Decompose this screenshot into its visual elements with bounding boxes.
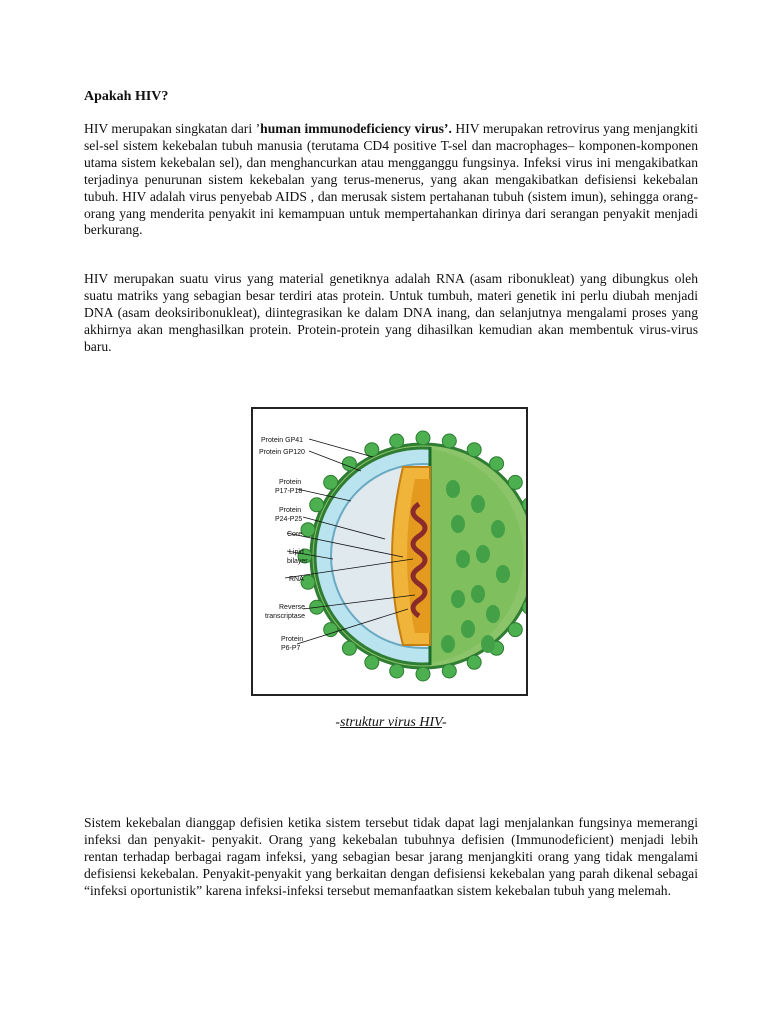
label-core: Core xyxy=(287,531,303,538)
paragraph-1 xyxy=(84,121,698,239)
spike-knob xyxy=(442,434,456,448)
spike-knob xyxy=(310,498,324,512)
label-p6-2: P6-P7 xyxy=(281,645,301,652)
heading: Apakah HIV? xyxy=(84,89,169,104)
spike-knob xyxy=(301,523,315,537)
spike-knob xyxy=(467,655,481,669)
label-p6-1: Protein xyxy=(281,636,304,643)
figure-caption xyxy=(84,715,698,731)
surface-knob xyxy=(476,545,490,563)
label-rt-1: Reverse xyxy=(279,604,306,611)
spike-knob xyxy=(467,443,481,457)
surface-knob xyxy=(491,520,505,538)
surface-knob xyxy=(441,635,455,653)
surface-knob xyxy=(456,550,470,568)
paragraph-2: HIV merupakan suatu virus yang material genetiknya adalah RNA (asam ribonukleat) yang dibungkus oleh suatu matriks yang sebagian besar terdiri atas protein. Untuk tumbuh, materi genetik ini perlu diubah menjadi DNA (asam deoksiribonukleat), diintegrasikan ke dalam DNA inang, dan selanjutnya mengalami proses yang akhirnya akan menghasilkan protein. Protein-protein yang dihasilkan kemudian akan membentuk virus-virus baru. xyxy=(84,271,698,354)
caption-pre: - xyxy=(335,715,341,730)
spike-knob xyxy=(416,431,430,445)
hiv-virus-diagram xyxy=(253,409,526,694)
spike-knob xyxy=(442,664,456,678)
p1-text-a: HIV merupakan singkatan dari ’ xyxy=(84,121,261,136)
surface-knob xyxy=(451,590,465,608)
spike-knob xyxy=(365,655,379,669)
surface-knob xyxy=(461,620,475,638)
spike-knob xyxy=(342,641,356,655)
surface-knob xyxy=(471,495,485,513)
p1-text-c: HIV merupakan retrovirus yang menjangkiti sel-sel sistem kekebalan tubuh manusia (terutama CD4 positive T-sel dan macrophages– komponen-komponen utama sistem kekebalan sel), dan menghancurkan atau mengganggu fungsinya. Infeksi virus ini mengakibatkan terjadinya penurunan sistem kekebalan yang terus-menerus, yang akan mengakibatkan defisiensi kekebalan tubuh. HIV adalah virus penyebab AIDS , dan merusak sistem pertahanan tubuh (sistem imun), sehingga orang-orang yang menderita penyakit ini kemampuan untuk mempertahankan dirinya dari serangan penyakit menjadi berkurang. xyxy=(84,121,698,238)
label-gp120: Protein GP120 xyxy=(259,449,305,456)
paragraph-3: Sistem kekebalan dianggap defisien ketika sistem tersebut tidak dapat lagi menjalankan fungsinya memerangi infeksi dan penyakit- penyakit. Orang yang kekebalan tubuhnya defisien (Immunodeficient) menjadi lebih rentan terhadap berbagai ragam infeksi, yang sebagian besar jarang menjangkiti orang yang tidak mengalami defisiensi kekebalan. Penyakit-penyakit yang berkaitan dengan defisiensi kekebalan yang parah dikenal sebagai “infeksi oportunistik” karena infeksi-infeksi tersebut memanfaatkan sistem kekebalan tubuh yang melemah. xyxy=(84,815,698,898)
label-p17-1: Protein xyxy=(279,479,302,486)
spike-knob xyxy=(490,457,504,471)
surface-knob xyxy=(486,605,500,623)
label-lipid-1: Lipid xyxy=(289,549,304,556)
label-p24-2: P24-P25 xyxy=(275,516,303,523)
surface-knob xyxy=(451,515,465,533)
spike-knob xyxy=(390,664,404,678)
label-p17-2: P17-P18 xyxy=(275,488,303,495)
label-gp41: Protein GP41 xyxy=(261,437,304,444)
p1-bold-term: human immunodeficiency virus’. xyxy=(260,121,452,136)
surface-knob xyxy=(496,565,510,583)
hiv-structure-figure xyxy=(251,407,528,696)
surface-knob xyxy=(471,585,485,603)
caption-post: - xyxy=(441,715,447,730)
label-rna: RNA xyxy=(289,576,304,583)
label-lipid-2: bilayer xyxy=(287,558,308,565)
caption-main: struktur virus HIV xyxy=(340,715,442,730)
spike-knob xyxy=(416,667,430,681)
label-rt-2: transcriptase xyxy=(265,613,306,620)
spike-knob xyxy=(508,623,522,637)
spike-knob xyxy=(324,475,338,489)
label-p24-1: Protein xyxy=(279,507,302,514)
surface-knob xyxy=(446,480,460,498)
surface-knob xyxy=(481,635,495,653)
spike-knob xyxy=(390,434,404,448)
spike-knob xyxy=(508,475,522,489)
spike-knob xyxy=(365,443,379,457)
